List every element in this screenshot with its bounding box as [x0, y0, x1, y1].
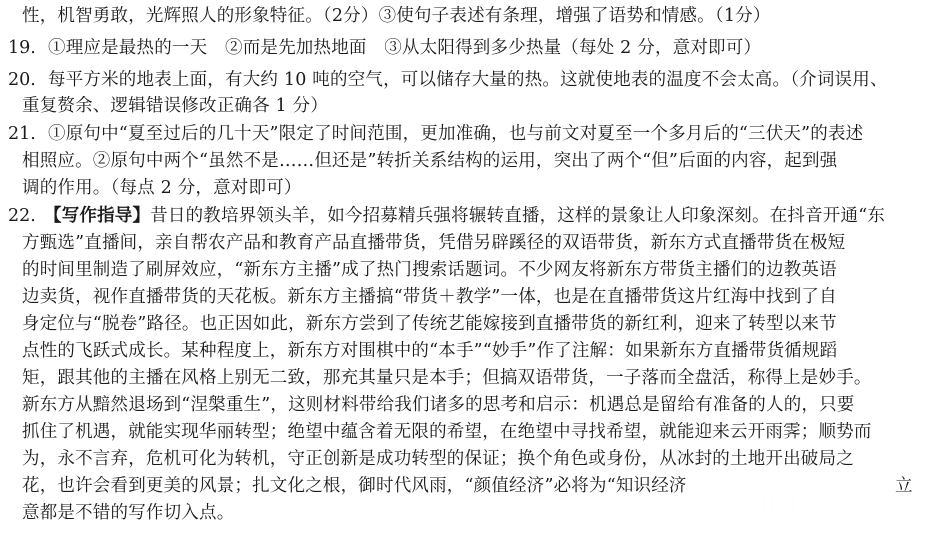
question-number-20: 20.	[8, 70, 36, 90]
answer-22-line-5: 身定位与“脱卷”路径。也正因如此，新东方尝到了传统艺能嫁接到直播带货的新红利，迎来了转型以来节	[22, 314, 837, 334]
answer-22-line-12: 意都是不错的写作切入点。	[22, 503, 235, 523]
question-number-19: 19.	[8, 38, 36, 58]
answer-22-line-1	[44, 205, 885, 227]
answer-22-line-2: 方甄选”直播间，亲自帮农产品和教育产品直播带货，凭借另辟蹊径的双语带货，新东方式直播带货在极短	[22, 233, 846, 253]
answer-22-line-11: 花，也许会看到更美的风景；扎文化之根，御时代风雨，“颜值经济”必将为“知识经济	[22, 476, 687, 496]
answer-20-line-1: 每平方米的地表上面，有大约 10 吨的空气，可以储存大量的热。这就使地表的温度不会太高。（介词误用、	[48, 70, 888, 90]
question-number-21: 21.	[8, 124, 36, 144]
answer-21-line-3: 调的作用。（每点 2 分，意对即可）	[22, 178, 302, 198]
answer-22-line-4: 边卖货，视作直播带货的天花板。新东方主播搞“带货＋教学”一体，也是在直播带货这片红海中找到了自	[22, 287, 837, 307]
answer-18-continued: 性，机智勇敢，光辉照人的形象特征。（2分）③使句子表述有条理，增强了语势和情感。（1分）	[22, 6, 771, 26]
obscured-text-region	[743, 487, 911, 515]
answer-19: ①理应是最热的一天 ②而是先加热地面 ③从太阳得到多少热量（每处 2 分，意对即可）	[48, 38, 762, 58]
answer-21-line-2: 相照应。②原句中两个“虽然不是……但还是”转折关系结构的运用，突出了两个“但”后面的内容，起到强	[22, 151, 838, 171]
writing-guidance-heading: 【写作指导】	[44, 206, 151, 226]
answer-20-line-2: 重复赘余、逻辑错误修改正确各 1 分）	[22, 96, 329, 116]
answer-22-line-11-tail: 立	[895, 476, 913, 496]
answer-22-line-10: 为，永不言弃，危机可化为转机，守正创新是成功转型的保证；换个角色或身份，从冰封的土地开出破局之	[22, 449, 854, 469]
answer-21-line-1: ①原句中“夏至过后的几十天”限定了时间范围，更加准确，也与前文对夏至一个多月后的“三伏天”的表述	[48, 124, 864, 144]
answer-22-line-8: 新东方从黯然退场到“涅槃重生”，这则材料带给我们诸多的思考和启示：机遇总是留给有准备的人的，只要	[22, 395, 855, 415]
question-number-22: 22.	[8, 206, 36, 226]
answer-22-line-1-text: 昔日的教培界领头羊，如今招募精兵强将辗转直播，这样的景象让人印象深刻。在抖音开通“东	[150, 206, 886, 226]
answer-22-line-7: 矩，跟其他的主播在风格上别无二致，那充其量只是本手；但搞双语带货，一子落而全盘活，称得上是妙手。	[22, 368, 872, 388]
answer-22-line-3: 的时间里制造了刷屏效应，“新东方主播”成了热门搜索话题词。不少网友将新东方带货主播们的边教英语	[22, 260, 837, 280]
answer-22-line-9: 抓住了机遇，就能实现华丽转型；绝望中蕴含着无限的希望，在绝望中寻找希望，就能迎来云开雨霁；顺势而	[22, 422, 872, 442]
answer-22-line-6: 点性的飞跃式成长。某种程度上，新东方对围棋中的“本手”“妙手”作了注解：如果新东方直播带货循规蹈	[22, 341, 838, 361]
